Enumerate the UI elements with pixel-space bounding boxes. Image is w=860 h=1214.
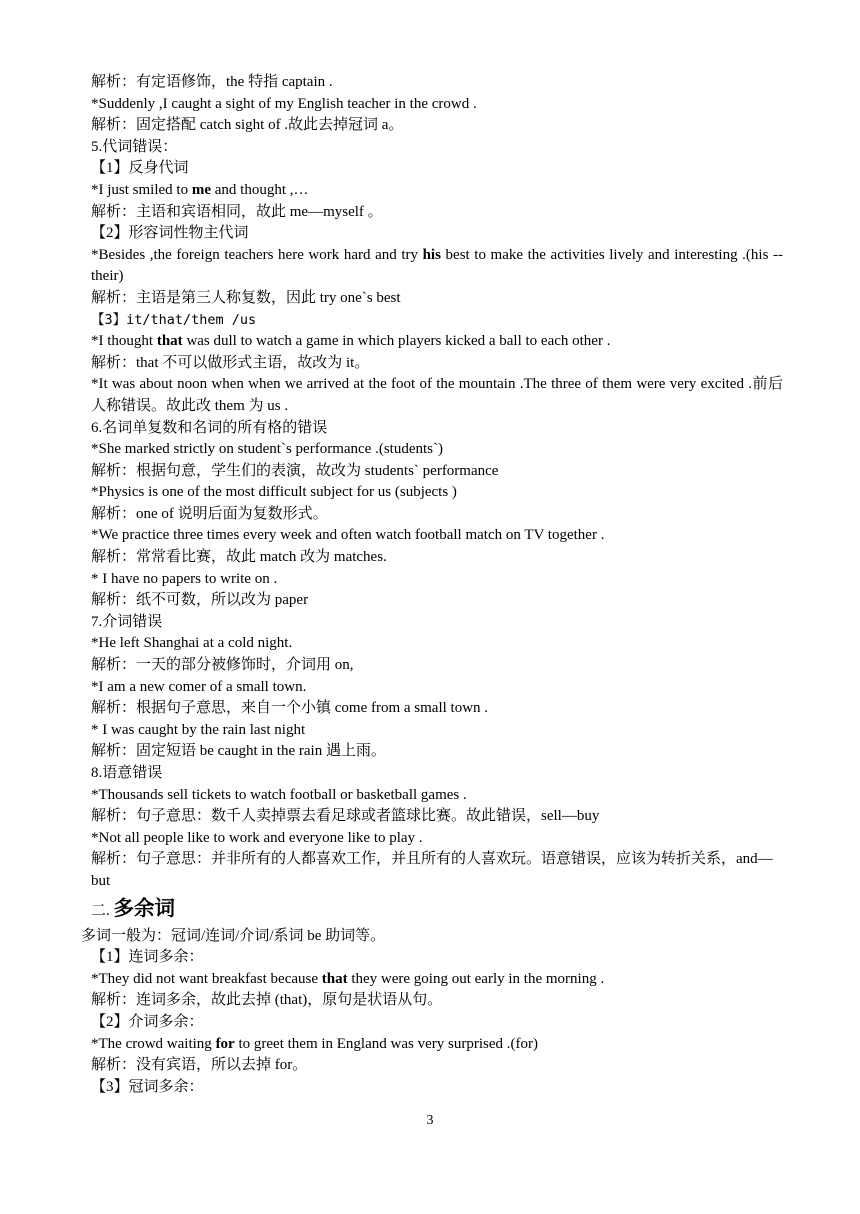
page-body <box>81 72 783 1098</box>
example-sentence: *The crowd waiting for to greet them in England was very surprised .(for) <box>91 1035 538 1052</box>
analysis-line: 解析：主语和宾语相同，故此 me—myself 。 <box>91 203 383 220</box>
error-word: that <box>156 333 183 350</box>
example-sentence: *Suddenly ,I caught a sight of my English teacher in the crowd . <box>91 95 477 112</box>
example-sentence: *We practice three times every week and often watch football match on TV together . <box>91 527 605 544</box>
subsection-reflexive-pronoun: 【1】反身代词 <box>91 160 189 177</box>
analysis-line: 解析：根据句子意思，来自一个小镇 come from a small town . <box>91 700 489 717</box>
subsection-it-that-them-us: 【3】it/that/them /us <box>91 311 257 328</box>
section-heading-semantic-errors: 8.语意错误 <box>91 765 163 781</box>
subsection-redundant-conjunction: 【1】连词多余： <box>91 949 204 966</box>
example-sentence: *They did not want breakfast because that they were going out early in the morning . <box>91 970 605 987</box>
example-sentence: *Physics is one of the most difficult subject for us (subjects ) <box>91 484 457 501</box>
subsection-redundant-preposition: 【2】介词多余： <box>91 1013 204 1030</box>
example-sentence: * I was caught by the rain last night <box>91 721 306 738</box>
example-sentence: *I just smiled to me and thought ,… <box>91 181 309 198</box>
example-sentence: *She marked strictly on student`s performance .(students`) <box>91 441 443 458</box>
error-word: me <box>191 181 211 198</box>
analysis-line: 解析：句子意思：数千人卖掉票去看足球或者篮球比赛。故此错误，sell—buy <box>91 808 600 825</box>
example-sentence: *He left Shanghai at a cold night. <box>91 635 293 652</box>
section-intro: 多词一般为：冠词/连词/介词/系词 be 助词等。 <box>81 927 386 944</box>
analysis-line: 解析：that 不可以做形式主语，故改为 it。 <box>91 354 370 371</box>
analysis-line: 解析：根据句意，学生们的表演，故改为 students` performance <box>91 462 499 479</box>
analysis-line: 解析：纸不可数，所以改为 paper <box>91 592 309 609</box>
analysis-line: 解析：固定短语 be caught in the rain 遇上雨。 <box>91 743 386 760</box>
analysis-line: 解析：one of 说明后面为复数形式。 <box>91 505 328 522</box>
error-word: his <box>422 246 441 263</box>
subsection-possessive-pronoun: 【2】形容词性物主代词 <box>91 225 249 242</box>
section-heading-pronoun-errors: 5.代词错误： <box>91 138 178 155</box>
section-title-redundant-words: 二. 多余词 <box>91 895 176 920</box>
example-sentence: *It was about noon when when we arrived at the foot of the mountain .The three of them were very excited .前后人称错误。故此改 them 为 us . <box>91 376 783 414</box>
example-sentence: *I am a new comer of a small town. <box>91 678 307 695</box>
example-sentence: *I thought that was dull to watch a game in which players kicked a ball to each other . <box>91 333 611 350</box>
analysis-line: 解析：主语是第三人称复数，因此 try one`s best <box>91 289 401 306</box>
analysis-line: 解析：固定搭配 catch sight of .故此去掉冠词 a。 <box>91 117 404 134</box>
analysis-line: 解析：连词多余，故此去掉 (that)，原句是状语从句。 <box>91 992 443 1009</box>
analysis-line: 解析：有定语修饰，the 特指 captain . <box>91 74 333 90</box>
example-sentence: *Not all people like to work and everyone like to play . <box>91 829 423 846</box>
example-sentence: *Besides ,the foreign teachers here work hard and try his best to make the activities lively and interesting .(his --their) <box>91 246 783 285</box>
analysis-line: 解析：常常看比赛，故此 match 改为 matches. <box>91 549 387 566</box>
analysis-line: 解析：句子意思：并非所有的人都喜欢工作，并且所有的人喜欢玩。语意错误，应该为转折关系，and—but <box>91 851 773 889</box>
section-heading-noun-errors: 6.名词单复数和名词的所有格的错误 <box>91 419 328 436</box>
analysis-line: 解析：一天的部分被修饰时，介词用 on, <box>91 657 354 674</box>
example-sentence: * I have no papers to write on . <box>91 570 278 587</box>
error-word: that <box>321 970 348 987</box>
page-number: 3 <box>426 1113 434 1128</box>
analysis-line: 解析：没有宾语，所以去掉 for。 <box>91 1057 308 1074</box>
subsection-redundant-article: 【3】冠词多余： <box>91 1078 204 1095</box>
error-word: for <box>215 1035 235 1052</box>
example-sentence: *Thousands sell tickets to watch football or basketball games . <box>91 786 467 803</box>
section-heading-preposition-errors: 7.介词错误 <box>91 613 163 630</box>
